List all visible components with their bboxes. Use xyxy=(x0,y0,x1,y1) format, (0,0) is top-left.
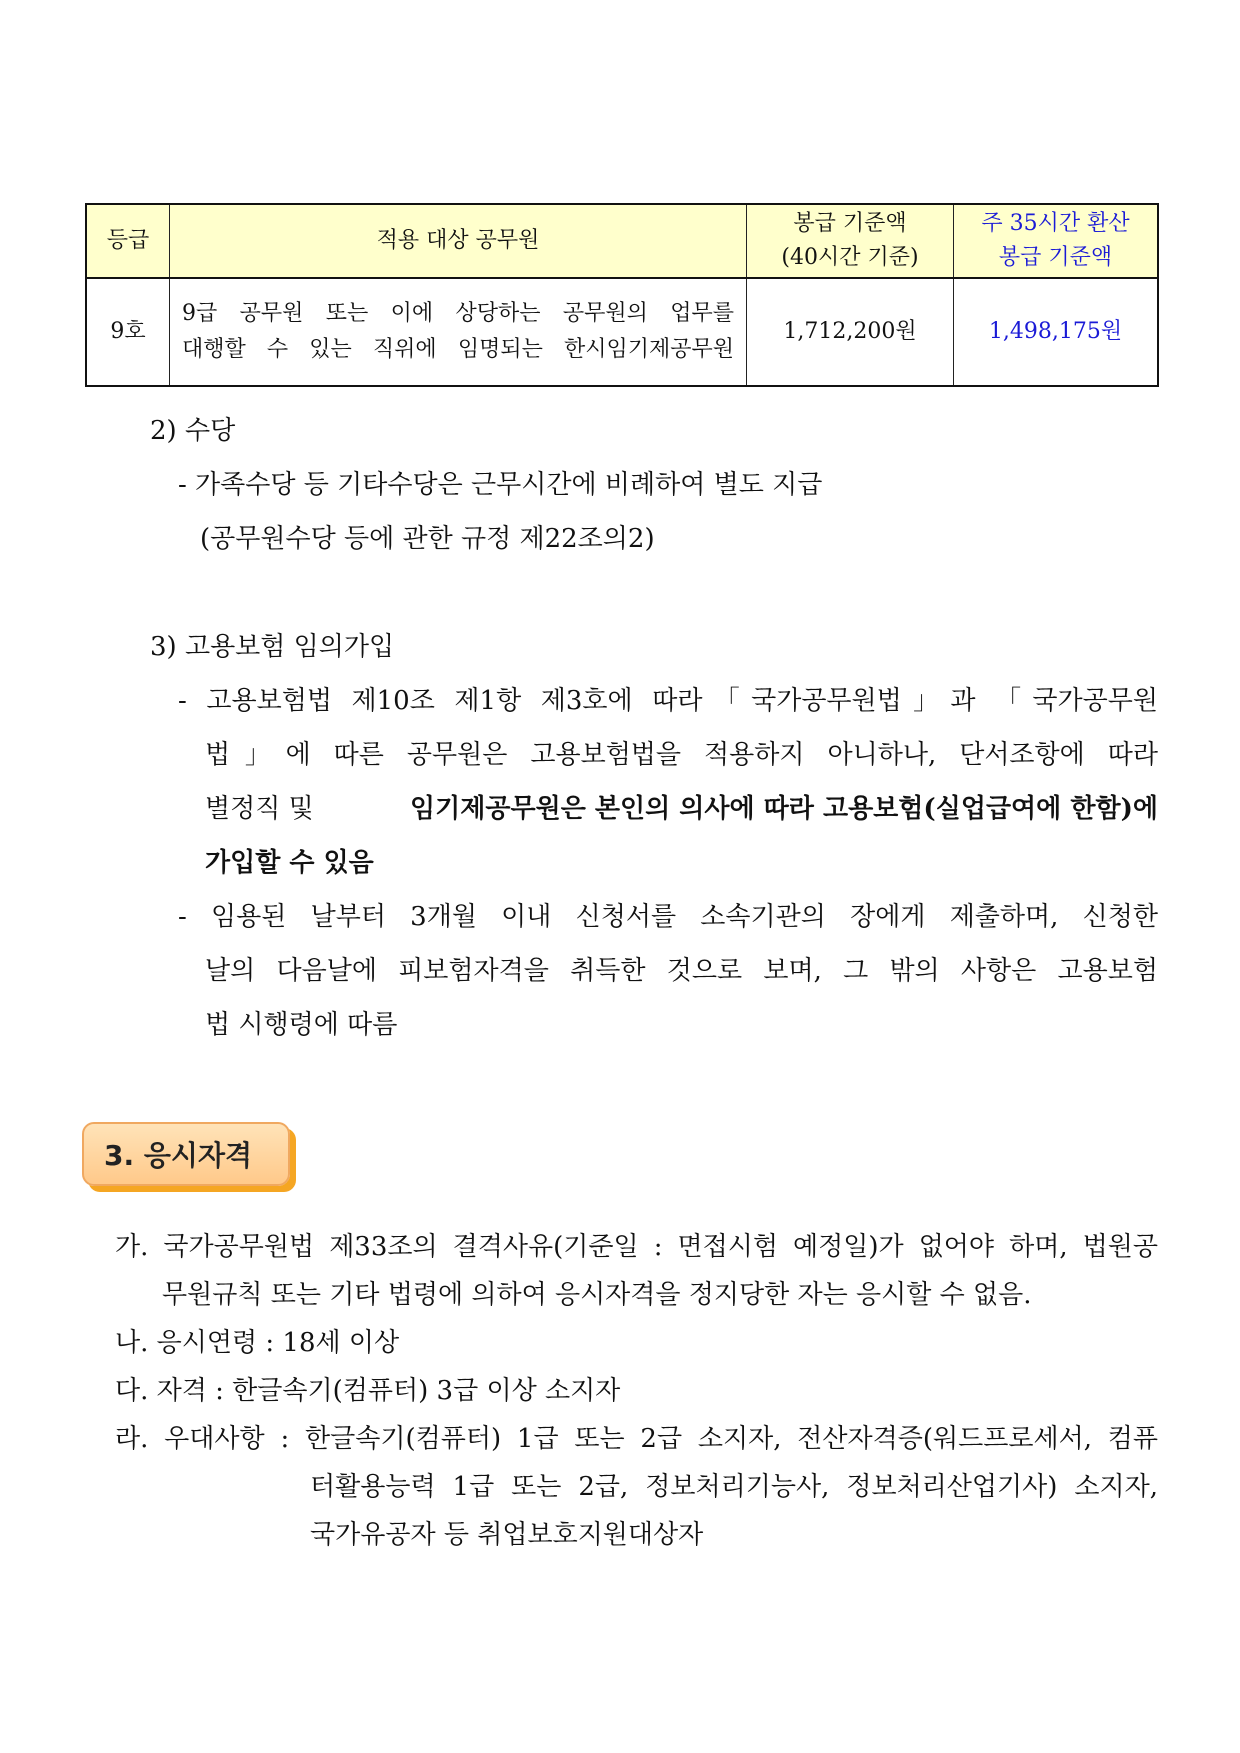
insurance-p2-line1: - 임용된 날부터 3개월 이내 신청서를 소속기관의 장에게 제출하며, 신청한 xyxy=(178,902,1158,932)
col-pay40-header-line1: 봉급 기준액 xyxy=(793,211,907,236)
insurance-p2-line3: 법 시행령에 따름 xyxy=(205,1010,398,1040)
insurance-title: 3) 고용보험 임의가입 xyxy=(150,632,395,662)
qualification-ga-line1: 가. 국가공무원법 제33조의 결격사유(기준일 : 면접시험 예정일)가 없어야 하며, 법원공 xyxy=(115,1232,1158,1262)
col-pay35-header xyxy=(954,204,1159,278)
qualification-na: 나. 응시연령 : 18세 이상 xyxy=(115,1328,400,1358)
table-header-row xyxy=(86,204,1158,278)
insurance-p1-line4: 가입할 수 있음 xyxy=(205,848,374,878)
col-pay35-header-line2: 봉급 기준액 xyxy=(998,245,1113,270)
cell-pay40: 1,712,200원 xyxy=(747,278,954,386)
insurance-p1-line3-normal: 별정직 및 xyxy=(205,794,322,824)
cell-target-line1: 9급 공무원 또는 이에 상당하는 공무원의 업무를 xyxy=(182,301,734,326)
col-target-header: 적용 대상 공무원 xyxy=(170,204,747,278)
insurance-p1-line2: 법」에 따른 공무원은 고용보험법을 적용하지 아니하나, 단서조항에 따라 xyxy=(205,740,1158,770)
qualification-ra-line1: 라. 우대사항 : 한글속기(컴퓨터) 1급 또는 2급 소지자, 전산자격증(워드프로세서, 컴퓨 xyxy=(115,1424,1158,1454)
col-pay40-header xyxy=(747,204,954,278)
qualification-ga-line2: 무원규칙 또는 기타 법령에 의하여 응시자격을 정지당한 자는 응시할 수 없음. xyxy=(162,1280,1032,1310)
section-heading: 3. 응시자격 xyxy=(82,1122,290,1186)
qualification-ra-line3: 국가유공자 등 취업보호지원대상자 xyxy=(310,1520,704,1550)
col-pay35-header-line1: 주 35시간 환산 xyxy=(981,211,1130,236)
allowance-line2: (공무원수당 등에 관한 규정 제22조의2) xyxy=(200,524,655,554)
cell-grade: 9호 xyxy=(86,278,170,386)
insurance-p2-line2: 날의 다음날에 피보험자격을 취득한 것으로 보며, 그 밖의 사항은 고용보험 xyxy=(205,956,1158,986)
allowance-title: 2) 수당 xyxy=(150,416,236,446)
insurance-p1-line3 xyxy=(205,788,1158,825)
allowance-line1: - 가족수당 등 기타수당은 근무시간에 비례하여 별도 지급 xyxy=(178,470,823,500)
col-pay40-header-line2: (40시간 기준) xyxy=(781,245,919,270)
cell-pay35: 1,498,175원 xyxy=(954,278,1159,386)
table-row xyxy=(86,278,1158,386)
qualification-da: 다. 자격 : 한글속기(컴퓨터) 3급 이상 소지자 xyxy=(115,1376,621,1406)
cell-target-line2: 대행할 수 있는 직위에 임명되는 한시임기제공무원 xyxy=(182,337,734,362)
insurance-p1-line1: - 고용보험법 제10조 제1항 제3호에 따라「국가공무원법」과 「국가공무원 xyxy=(178,686,1158,716)
col-grade-header: 등급 xyxy=(86,204,170,278)
cell-target xyxy=(170,278,747,386)
qualification-ra-line2: 터활용능력 1급 또는 2급, 정보처리기능사, 정보처리산업기사) 소지자, xyxy=(310,1472,1158,1502)
salary-table xyxy=(85,203,1159,387)
insurance-p1-line3-bold: 임기제공무원은 본인의 의사에 따라 고용보험(실업급여에 한함)에 xyxy=(410,794,1158,824)
